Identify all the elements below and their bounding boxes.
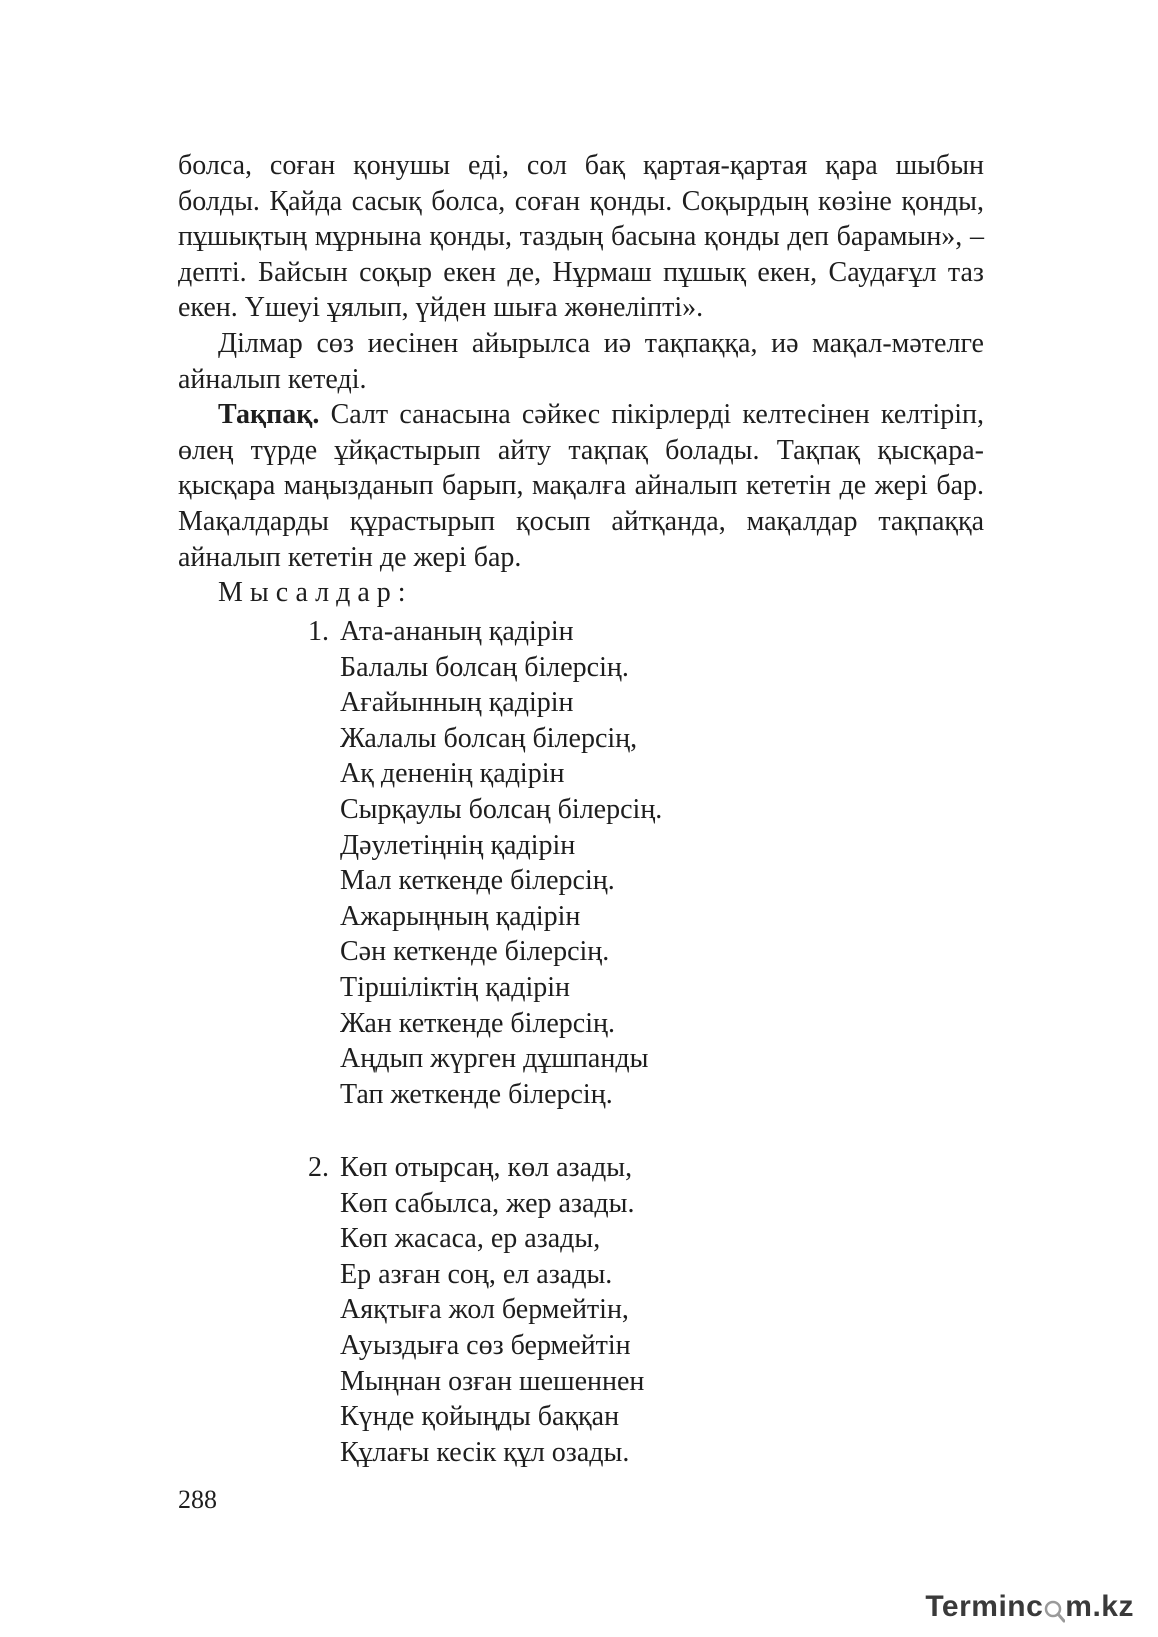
- paragraph-takpak-text: Салт санасына сәйкес пікірлерді келтесінен келтіріп, өлең түрде ұйқастырып айту тақпақ болады. Тақпақ қысқара-қысқара маңызданып барып, мақалға айналып кететін де жері бар. Мақалдарды құрастырып қосып айтқанда, мақалдар тақпаққа айналып кететін де жері бар.: [178, 399, 984, 573]
- poem-line-text: Тіршіліктің қадірін: [340, 971, 571, 1003]
- poem-line-text: Жан кеткенде білерсің.: [340, 1007, 615, 1039]
- poem-line-text: Күнде қойыңды баққан: [340, 1401, 620, 1433]
- poem-line-text: Сән кеткенде білерсің.: [340, 936, 610, 968]
- examples-label: Мысалдар:: [218, 577, 413, 609]
- poem-line: [308, 899, 662, 935]
- poem-line: [308, 863, 662, 899]
- poem-line: [308, 970, 662, 1006]
- poem-line-text: Жалалы болсаң білерсің,: [340, 722, 638, 754]
- poem-line: [308, 1221, 644, 1257]
- poem-line-text: Тап жеткенде білерсің.: [340, 1078, 613, 1110]
- poem-line: [308, 1292, 644, 1328]
- poem-line-text: Ер азған соң, ел азады.: [340, 1258, 613, 1290]
- poem-line-text: Ата-ананың қадірін: [340, 616, 574, 647]
- paragraph-takpak: [178, 397, 984, 575]
- poem-line: [308, 1364, 644, 1400]
- poem-2: [308, 1150, 644, 1470]
- paragraph-story-end: болса, соған қонушы еді, сол бақ қартая-қартая қара шыбын болды. Қайда сасық болса, соған қонды. Соқырдың көзіне қонды, пұшықтың мұрнына қонды, таздың басына қонды деп барамын», – депті. Байсын соқыр екен де, Нұрмаш пұшық екен, Саудағұл таз екен. Үшеуі ұялып, үйден шыға жөнеліпті».: [178, 150, 984, 324]
- poem-line-text: Дәулетіңнің қадірін: [340, 829, 576, 861]
- poem-line-text: Аңдып жүрген дұшпанды: [340, 1043, 649, 1075]
- poem-line: [308, 756, 662, 792]
- poem-line: [308, 1077, 662, 1113]
- poem-line: [308, 1435, 644, 1471]
- poem-line-text: Мал кеткенде білерсің.: [340, 865, 615, 897]
- poem-number: 1.: [308, 616, 329, 647]
- poem-line: [308, 721, 662, 757]
- poem-line-text: Мыңнан озған шешеннен: [340, 1365, 645, 1397]
- poem-line-text: Сырқаулы болсаң білерсің.: [340, 793, 663, 825]
- poem-line: [308, 1150, 644, 1186]
- poem-1: [308, 614, 662, 1112]
- poem-line: [308, 934, 662, 970]
- poem-line: [308, 614, 662, 650]
- poem-line-text: Құлағы кесік құл озады.: [340, 1436, 630, 1468]
- watermark-logo: [925, 1587, 1134, 1627]
- poem-line-text: Балалы болсаң білерсің.: [340, 651, 629, 683]
- poem-line: [308, 1186, 644, 1222]
- poem-line-text: Аяқтыға жол бермейтін,: [340, 1294, 629, 1326]
- poem-line-text: Ауыздыға сөз бермейтін: [340, 1329, 631, 1361]
- poem-line: [308, 1328, 644, 1364]
- watermark-text-right: m.kz: [1065, 1590, 1134, 1623]
- poem-line-text: Көп сабылса, жер азады.: [340, 1187, 635, 1219]
- paragraph-dilmar: Ділмар сөз иесінен айырылса иә тақпаққа, иә мақал-мәтелге айналып кетеді.: [178, 327, 984, 395]
- poem-line-text: Ажарыңның қадірін: [340, 900, 581, 932]
- poem-line-text: Ағайынның қадірін: [340, 687, 574, 719]
- poem-line-text: Көп отырсаң, көл азады,: [340, 1152, 633, 1183]
- poem-line: [308, 828, 662, 864]
- term-takpak: Тақпақ.: [218, 399, 320, 431]
- poem-number: 2.: [308, 1152, 329, 1183]
- poem-line: [308, 1257, 644, 1293]
- poem-line: [308, 1006, 662, 1042]
- watermark-text-left: Terminc: [925, 1590, 1044, 1623]
- body-text: [178, 148, 984, 611]
- poem-line: [308, 792, 662, 828]
- poem-line: [308, 650, 662, 686]
- poem-line-text: Ақ дененің қадірін: [340, 758, 565, 790]
- poem-line: [308, 1041, 662, 1077]
- poem-line: [308, 685, 662, 721]
- page-number: 288: [178, 1485, 217, 1514]
- poem-line: [308, 1399, 644, 1435]
- magnifier-icon: [1043, 1587, 1065, 1627]
- poem-line-text: Көп жасаса, ер азады,: [340, 1223, 601, 1255]
